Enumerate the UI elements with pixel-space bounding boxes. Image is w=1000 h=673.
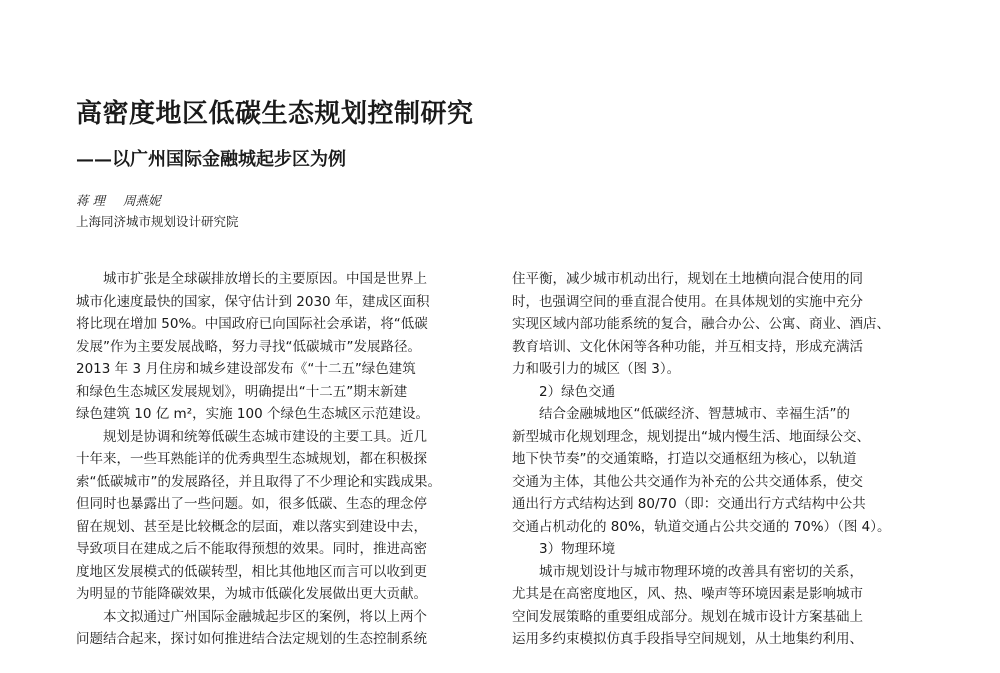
body-column-right [512,268,918,651]
text-line: 力和吸引力的城区（图 3）。 [512,361,681,377]
section-heading: 3）物理环境 [539,541,616,557]
text-line: 将比现在增加 50%。中国政府已向国际社会承诺，将“低碳 [76,316,428,332]
text-line: 地下快节奏”的交通策略，打造以交通枢纽为核心，以轨道 [512,451,857,467]
text-line: 城市化速度最快的国家，保守估计到 2030 年，建成区面积 [76,293,430,310]
text-line: 教育培训、文化休闲等各种功能，并互相支持，形成充满活 [512,338,863,355]
text-line: 住平衡，减少城市机动出行，规划在土地横向混合使用的同 [512,271,863,287]
author-name: 蒋 理 [76,193,105,208]
text-line: 城市扩张是全球碳排放增长的主要原因。中国是世界上 [103,271,427,287]
text-line: 十年来，一些耳熟能详的优秀典型生态城规划，都在积极探 [76,451,427,467]
text-line: 本文拟通过广州国际金融城起步区的案例，将以上两个 [103,608,427,625]
author-name: 周燕妮 [122,193,161,208]
text-line: 交通占机动化的 80%，轨道交通占公共交通的 70%）（图 4）。 [512,518,891,535]
article-subtitle: ——以广州国际金融城起步区为例 [76,149,346,170]
text-line: 绿色建筑 10 亿 m²，实施 100 个绿色生态城区示范建设。 [76,406,429,422]
text-line: 问题结合起来，探讨如何推进结合法定规划的生态控制系统 [76,631,427,647]
text-line: 通出行方式结构达到 80/70（即：交通出行方式结构中公共 [512,496,866,512]
text-line: 留在规划、甚至是比较概念的层面，难以落实到建设中去， [76,518,427,535]
text-line: 运用多约束模拟仿真手段指导空间规划，从土地集约利用、 [512,631,863,647]
text-line: 导致项目在建成之后不能取得预想的效果。同时，推进高密 [76,541,427,557]
text-line: 城市规划设计与城市物理环境的改善具有密切的关系， [539,563,863,580]
body-column-left [76,268,478,651]
text-line: 规划是协调和统筹低碳生态城市建设的主要工具。近几 [103,428,427,445]
author-affiliation: 上海同济城市规划设计研究院 [76,214,239,229]
text-line: 实现区域内部功能系统的复合，融合办公、公寓、商业、酒店、 [512,316,890,332]
text-line: 新型城市化规划理念，规划提出“城内慢生活、地面绿公交、 [512,428,870,445]
text-line: 2013 年 3 月住房和城乡建设部发布《“十二五”绿色建筑 [76,361,416,377]
text-line: 但同时也暴露出了一些问题。如，很多低碳、生态的理念停 [76,496,427,512]
text-line: 交通为主体，其他公共交通作为补充的公共交通体系，使交 [512,473,863,490]
author-list [76,191,161,209]
article-title: 高密度地区低碳生态规划控制研究 [76,99,474,129]
section-heading: 2）绿色交通 [539,383,616,400]
text-line: 度地区发展模式的低碳转型，相比其他地区而言可以收到更 [76,563,427,580]
text-line: 结合金融城地区“低碳经济、智慧城市、幸福生活”的 [539,406,850,422]
text-line: 和绿色生态城区发展规划》，明确提出“十二五”期末新建 [76,383,408,400]
text-line: 索“低碳城市”的发展路径，并且取得了不少理论和实践成果。 [76,473,441,490]
text-line: 为明显的节能降碳效果，为城市低碳化发展做出更大贡献。 [76,586,427,602]
text-line: 空间发展策略的重要组成部分。规划在城市设计方案基础上 [512,608,863,625]
text-line: 尤其是在高密度地区，风、热、噪声等环境因素是影响城市 [512,586,863,602]
text-line: 时，也强调空间的垂直混合使用。在具体规划的实施中充分 [512,293,863,310]
text-line: 发展”作为主要发展战略，努力寻找“低碳城市”发展路径。 [76,338,421,355]
